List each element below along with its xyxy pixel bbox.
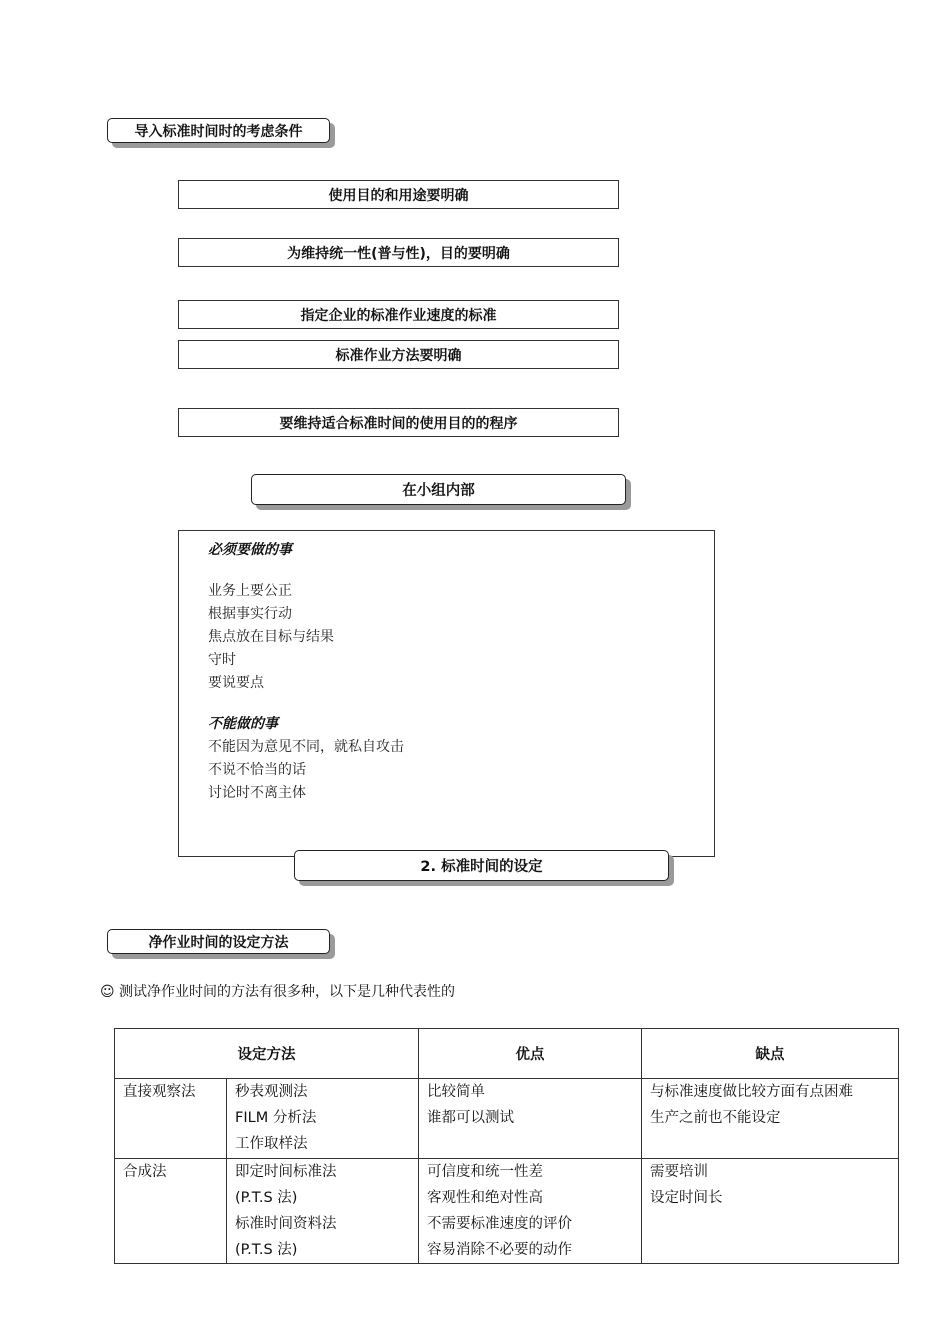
condition-box-consistency bbox=[178, 238, 619, 267]
method-item: 即定时间标准法 bbox=[235, 1164, 337, 1180]
must-do-item: 根据事实行动 bbox=[208, 606, 292, 622]
must-do-item: 要说要点 bbox=[208, 675, 264, 691]
cons-cell bbox=[642, 1159, 899, 1264]
group-title-text: 在小组内部 bbox=[402, 483, 475, 499]
pro-item: 不需要标准速度的评价 bbox=[427, 1216, 572, 1232]
con-item: 生产之前也不能设定 bbox=[650, 1110, 781, 1126]
must-do-item: 业务上要公正 bbox=[208, 583, 292, 599]
method-item: 工作取样法 bbox=[235, 1136, 308, 1152]
header-method: 设定方法 bbox=[115, 1029, 419, 1079]
cons-cell bbox=[642, 1079, 899, 1159]
con-item: 设定时间长 bbox=[650, 1190, 723, 1206]
must-do-heading: 必须要做的事 bbox=[208, 542, 292, 558]
pros-cell bbox=[419, 1159, 642, 1264]
must-not-do-item: 讨论时不离主体 bbox=[208, 785, 306, 801]
condition-box-purpose bbox=[178, 180, 619, 209]
pro-item: 容易消除不必要的动作 bbox=[427, 1242, 572, 1258]
methods-cell bbox=[227, 1079, 419, 1159]
condition-box-procedure bbox=[178, 408, 619, 437]
standard-time-setting-heading bbox=[294, 850, 669, 881]
pros-cell bbox=[419, 1079, 642, 1159]
condition-box-speed-standard bbox=[178, 300, 619, 329]
category-label: 直接观察法 bbox=[123, 1084, 196, 1100]
condition-box-work-method bbox=[178, 340, 619, 369]
method-item: 秒表观测法 bbox=[235, 1084, 308, 1100]
category-cell bbox=[115, 1159, 227, 1264]
must-not-do-item: 不说不恰当的话 bbox=[208, 762, 306, 778]
condition-text: 为维持统一性(普与性)，目的要明确 bbox=[287, 245, 510, 262]
pro-item: 客观性和绝对性高 bbox=[427, 1190, 543, 1206]
condition-text: 标准作业方法要明确 bbox=[335, 347, 462, 364]
methods-table bbox=[114, 1028, 899, 1264]
method-item: (P.T.S 法) bbox=[235, 1190, 298, 1206]
must-do-item: 焦点放在目标与结果 bbox=[208, 629, 334, 645]
group-title-tag bbox=[251, 474, 626, 505]
condition-text: 指定企业的标准作业速度的标准 bbox=[300, 307, 497, 324]
methods-cell bbox=[227, 1159, 419, 1264]
condition-text: 要维持适合标准时间的使用目的的程序 bbox=[279, 415, 518, 432]
section-title-net-work-time bbox=[107, 929, 330, 954]
table-header-row bbox=[115, 1029, 899, 1079]
table-row bbox=[115, 1159, 899, 1264]
group-rules-box bbox=[178, 530, 715, 857]
must-do-item: 守时 bbox=[208, 652, 236, 668]
section-title-text: 净作业时间的设定方法 bbox=[148, 934, 289, 951]
header-pros: 优点 bbox=[419, 1029, 642, 1079]
pro-item: 谁都可以测试 bbox=[427, 1110, 514, 1126]
con-item: 需要培训 bbox=[650, 1164, 708, 1180]
table-row bbox=[115, 1079, 899, 1159]
standard-time-setting-text: 2. 标准时间的设定 bbox=[420, 859, 543, 875]
header-cons: 缺点 bbox=[642, 1029, 899, 1079]
category-label: 合成法 bbox=[123, 1164, 167, 1180]
must-not-do-item: 不能因为意见不同，就私自攻击 bbox=[208, 739, 404, 755]
category-cell bbox=[115, 1079, 227, 1159]
section-title-standard-time-conditions bbox=[107, 118, 330, 143]
section-title-text: 导入标准时间时的考虑条件 bbox=[134, 123, 303, 140]
method-item: FILM 分析法 bbox=[235, 1110, 317, 1126]
pro-item: 比较简单 bbox=[427, 1084, 485, 1100]
method-item: 标准时间资料法 bbox=[235, 1216, 337, 1232]
pro-item: 可信度和统一性差 bbox=[427, 1164, 543, 1180]
condition-text: 使用目的和用途要明确 bbox=[328, 187, 469, 204]
must-not-do-heading: 不能做的事 bbox=[208, 716, 278, 732]
method-item: (P.T.S 法) bbox=[235, 1242, 298, 1258]
intro-text: ☺ 测试净作业时间的方法有很多种，以下是几种代表性的 bbox=[100, 984, 456, 1000]
con-item: 与标准速度做比较方面有点困难 bbox=[650, 1084, 853, 1100]
